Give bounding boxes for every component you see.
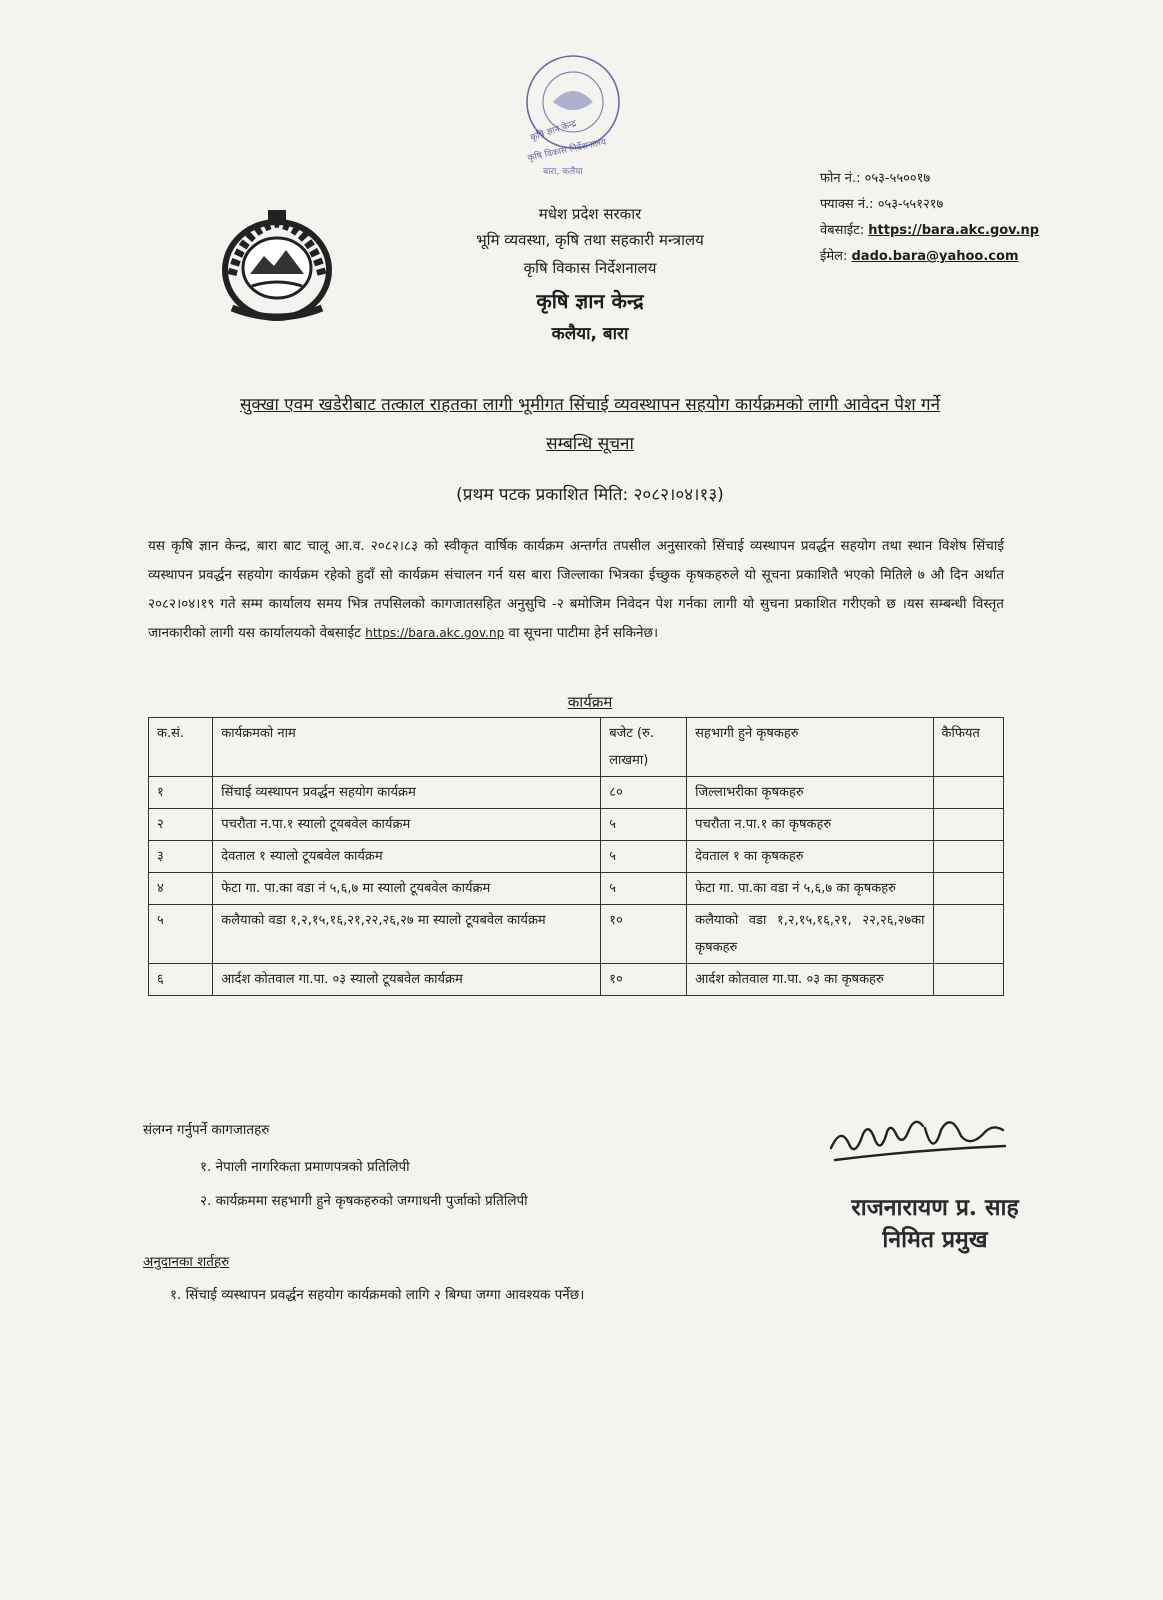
table-row (149, 841, 1004, 873)
cell-budget: ५ (601, 841, 687, 873)
svg-text:कृषि ज्ञान केन्द्र: कृषि ज्ञान केन्द्र (529, 119, 578, 144)
email-link[interactable]: dado.bara@yahoo.com (851, 249, 1019, 264)
table-row (149, 777, 1004, 809)
fax-number: ०५३-५५१२१७ (877, 197, 944, 212)
cell-program: फेटा गा. पा.का वडा नं ५,६,७ मा स्यालो टूयबवेल कार्यक्रम (213, 873, 601, 905)
program-table (148, 717, 1004, 996)
conditions-title: अनुदानका शर्तहरु (143, 1254, 230, 1270)
cell-participants: कलैयाको वडा १,२,१५,१६,२१, २२,२६,२७का कृषकहरु (687, 905, 933, 964)
attachments-title: संलग्न गर्नुपर्ने कागजातहरु (143, 1122, 270, 1138)
svg-text:बारा, कलैया: बारा, कलैया (543, 167, 583, 177)
contact-block (820, 166, 1150, 270)
office-name: कृषि ज्ञान केन्द्र (536, 289, 644, 313)
office-stamp (495, 40, 645, 190)
cell-sn: ३ (149, 841, 213, 873)
cell-participants: फेटा गा. पा.का वडा नं ५,६,७ का कृषकहरु (687, 873, 933, 905)
cell-budget: १० (601, 964, 687, 996)
cell-program: सिंचाई व्यस्थापन प्रवर्द्धन सहयोग कार्यक्रम (213, 777, 601, 809)
cell-budget: ८० (601, 777, 687, 809)
cell-remarks (933, 873, 1004, 905)
col-header-sn: क.सं. (149, 718, 213, 777)
website-line: वेबसाईट: https://bara.akc.gov.np (820, 223, 1040, 238)
cell-program: कलैयाको वडा १,२,१५,१६,२१,२२,२६,२७ मा स्यालो टूयबवेल कार्यक्रम (213, 905, 601, 964)
cell-participants: आर्दश कोतवाल गा.पा. ०३ का कृषकहरु (687, 964, 933, 996)
directorate-name: कृषि विकास निर्देशनालय (523, 259, 657, 277)
conditions-list (170, 1280, 584, 1310)
col-header-program: कार्यक्रमको नाम (213, 718, 601, 777)
svg-text:कृषि विकास निर्देशनालय: कृषि विकास निर्देशनालय (526, 137, 607, 164)
website-link[interactable]: https://bara.akc.gov.np (868, 223, 1040, 238)
email-line: ईमेल: dado.bara@yahoo.com (820, 249, 1019, 264)
nepal-emblem-icon (212, 200, 342, 330)
signer-name: राजनारायण प्र. साह (851, 1194, 1019, 1221)
cell-sn: १ (149, 777, 213, 809)
cell-remarks (933, 964, 1004, 996)
list-item: १. नेपाली नागरिकता प्रमाणपत्रको प्रतिलिपी (200, 1159, 410, 1175)
cell-sn: ६ (149, 964, 213, 996)
office-location: कलैया, बारा (551, 324, 629, 344)
cell-budget: १० (601, 905, 687, 964)
table-row (149, 873, 1004, 905)
table-row (149, 809, 1004, 841)
cell-participants: जिल्लाभरीका कृषकहरु (687, 777, 933, 809)
cell-remarks (933, 809, 1004, 841)
cell-participants: देवताल १ का कृषकहरु (687, 841, 933, 873)
cell-budget: ५ (601, 873, 687, 905)
cell-sn: २ (149, 809, 213, 841)
office-header (360, 203, 820, 348)
signature (825, 1108, 1025, 1188)
col-header-participants: सहभागी हुने कृषकहरु (687, 718, 933, 777)
list-item: १. सिंचाई व्यस्थापन प्रवर्द्धन सहयोग कार्यक्रमको लागि २ बिग्घा जग्गा आवश्यक पर्नेछ। (170, 1287, 585, 1303)
notice-subtitle: सम्बन्धि सूचना (546, 434, 634, 454)
phone-number: ०५३-५५००१७ (864, 171, 931, 186)
fax-line: फ्याक्स नं.: ०५३-५५१२१७ (820, 197, 944, 212)
table-row (149, 905, 1004, 964)
cell-sn: ४ (149, 873, 213, 905)
table-header-row (149, 718, 1004, 777)
table-row (149, 964, 1004, 996)
signer-block (815, 1192, 1055, 1256)
cell-remarks (933, 905, 1004, 964)
cell-remarks (933, 841, 1004, 873)
cell-program: आर्दश कोतवाल गा.पा. ०३ स्यालो टूयबवेल कार्यक्रम (213, 964, 601, 996)
cell-participants: पचरौता न.पा.१ का कृषकहरु (687, 809, 933, 841)
cell-sn: ५ (149, 905, 213, 964)
phone-line: फोन नं.: ०५३-५५००१७ (820, 171, 931, 186)
province-name: मधेश प्रदेश सरकार (538, 205, 642, 223)
attachments-list (200, 1150, 528, 1218)
ministry-name: भूमि व्यवस्था, कृषि तथा सहकारी मन्त्रालय (476, 231, 704, 249)
cell-program: पचरौता न.पा.१ स्यालो टूयबवेल कार्यक्रम (213, 809, 601, 841)
list-item: २. कार्यक्रममा सहभागी हुने कृषकहरुको जग्गाधनी पुर्जाको प्रतिलिपी (200, 1193, 528, 1209)
table-caption: कार्यक्रम (567, 693, 613, 711)
col-header-budget: बजेट (रु. लाखमा) (601, 718, 687, 777)
cell-remarks (933, 777, 1004, 809)
published-date: (प्रथम पटक प्रकाशित मिति: २०८२।०४।१३) (456, 485, 724, 505)
cell-program: देवताल १ स्यालो टूयबवेल कार्यक्रम (213, 841, 601, 873)
body-website-link[interactable]: https://bara.akc.gov.np (365, 626, 505, 640)
signer-title: निमित प्रमुख (882, 1226, 988, 1253)
notice-body: यस कृषि ज्ञान केन्द्र, बारा बाट चालू आ.व. २०८२।८३ को स्वीकृत वार्षिक कार्यक्रम अन्तर्गत तपसील अनुसारको सिंचाई व्यस्थापन प्रवर्द्धन सहयोग तथा स्थान विशेष सिंचाई व्यस्थापन प्रवर्द्धन सहयोग कार्यक्रम रहेको हुदाँ सो कार्यक्रम संचालन गर्न यस बारा जिल्लाका भित्रका ईच्छुक कृषकहरुले यो सूचना प्रकाशितै भएको मितिले ७ औ दिन अर्थात २०८२।०४।१९ गते सम्म कार्यालय समय भित्र तपसिलको कागजातसहित अनुसुचि -२ बमोजिम निवेदन पेश गर्नका लागी यो सुचना प्रकाशित गरीएको छ ।यस सम्बन्धी विस्तृत जानकारीको लागी यस कार्यालयको वेबसाईट https://bara.akc.gov.np वा सूचना पाटीमा हेर्न सकिनेछ। (148, 538, 1004, 641)
cell-budget: ५ (601, 809, 687, 841)
col-header-remarks: कैफियत (933, 718, 1004, 777)
notice-title: सुक्खा एवम खडेरीबाट तत्काल राहतका लागी भूमीगत सिंचाई व्यवस्थापन सहयोग कार्यक्रमको लागी आवेदन पेश गर्ने (239, 395, 941, 415)
